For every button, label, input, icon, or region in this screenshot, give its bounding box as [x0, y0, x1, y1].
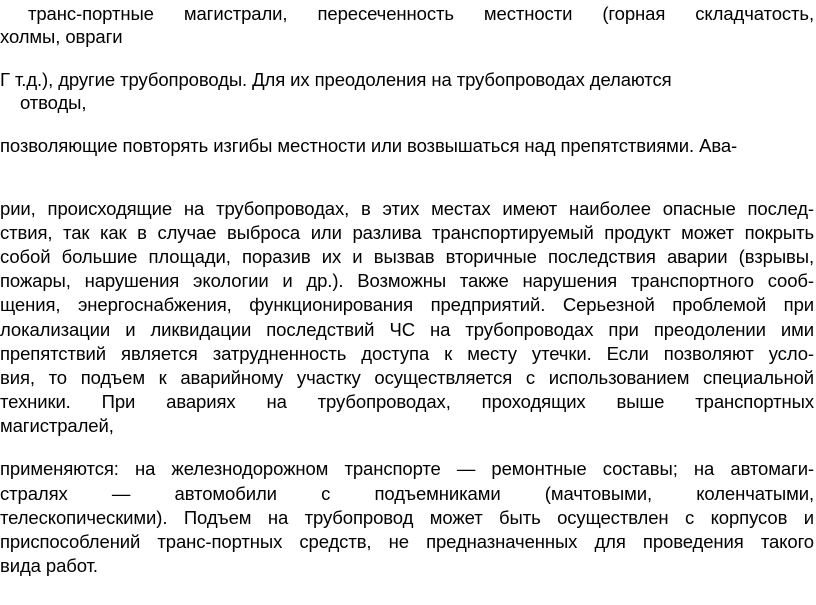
text-line: техники. При авариях на трубопроводах, проходящих выше транспортных	[0, 391, 814, 412]
text-line: вида работ.	[0, 555, 98, 576]
text-line: локализации и ликвидации последствий ЧС на трубопроводах при преодолении ими	[0, 319, 814, 340]
text-line: Г т.д.), другие трубопроводы. Для их преодоления на трубопроводах делаются	[0, 69, 672, 90]
text-line: приспособлений транс-портных средств, не предназначенных для проведения такого	[0, 531, 814, 552]
text-line: холмы, овраги	[0, 26, 123, 47]
text-line: отводы,	[20, 92, 87, 113]
text-line: пожары, нарушения экологии и др.). Возможны также нарушения транспортного сооб-	[0, 270, 814, 291]
text-line: ствия, так как в случае выброса или разлива транспортируемый продукт может покрыть	[0, 222, 814, 243]
text-line: стралях — автомобили с подъемниками (мачтовыми, коленчатыми,	[0, 483, 814, 504]
text-line: вия, то подъем к аварийному участку осуществляется с использованием специальной	[0, 367, 814, 388]
text-line: препятствий является затрудненность доступа к месту утечки. Если позволяют усло-	[0, 343, 814, 364]
text-line: позволяющие повторять изгибы местности или возвышаться над препятствиями. Ава-	[0, 135, 738, 156]
text-line: магистралей,	[0, 415, 114, 436]
text-line: рии, происходящие на трубопроводах, в этих местах имеют наиболее опасные послед-	[0, 198, 814, 219]
text-line: телескопическими). Подъем на трубопровод может быть осуществлен с корпусов и	[0, 507, 814, 528]
text-line: применяются: на железнодорожном транспорте — ремонтные составы; на автомаги-	[0, 458, 814, 479]
text-line: собой большие площади, поразив их и вызвав вторичные последствия аварии (взрывы,	[0, 246, 814, 267]
text-line: транс-портные магистрали, пересеченность местности (горная складчатость,	[28, 3, 814, 24]
text-line: щения, энергоснабжения, функционирования предприятий. Серьезной проблемой при	[0, 294, 814, 315]
